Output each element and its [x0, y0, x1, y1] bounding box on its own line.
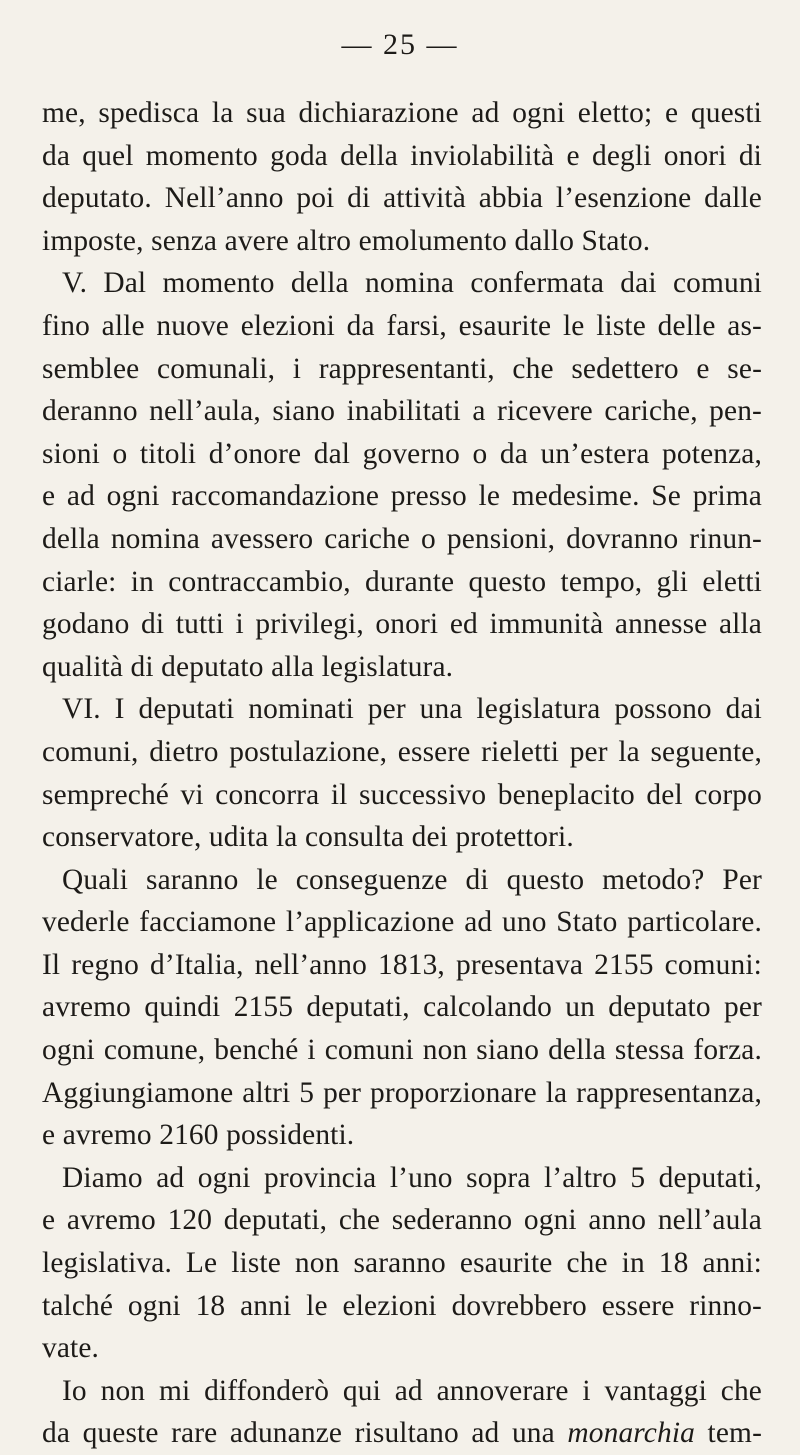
- text-line: e ad ogni raccomandazione presso le medesime. Se prima: [42, 480, 762, 513]
- text-fragment: tem-: [695, 1417, 763, 1450]
- text-line: da quel momento goda della inviolabilità e degli onori di: [42, 139, 762, 172]
- paragraph-v-start: V. Dal momento della nomina confermata dai comuni: [62, 267, 762, 300]
- text-line: godano di tutti i privilegi, onori ed immunità annesse alla: [42, 608, 762, 641]
- text-fragment: da queste rare adunanze risultano ad una: [42, 1417, 568, 1450]
- text-line: ogni comune, benché i comuni non siano della stessa forza.: [42, 1034, 762, 1067]
- text-line: me, spedisca la sua dichiarazione ad ogni eletto; e questi: [42, 97, 762, 129]
- text-line: legislativa. Le liste non saranno esaurite che in 18 anni:: [42, 1247, 762, 1280]
- text-line: deputato. Nell’anno poi di attività abbia l’esenzione dalle: [42, 182, 762, 215]
- text-line: deranno nell’aula, siano inabilitati a ricevere cariche, pen-: [42, 395, 762, 428]
- text-line: talché ogni 18 anni le elezioni dovrebbero essere rinno-: [42, 1289, 762, 1322]
- text-line: sempreché vi concorra il successivo beneplacito del corpo: [42, 778, 762, 811]
- paragraph-vi-start: VI. I deputati nominati per una legislatura possono dai: [62, 693, 762, 726]
- text-line: qualità di deputato alla legislatura.: [42, 650, 454, 683]
- text-line: ciarle: in contraccambio, durante questo tempo, gli eletti: [42, 565, 762, 598]
- text-line: comuni, dietro postulazione, essere rieletti per la seguente,: [42, 735, 762, 768]
- text-line: vederle facciamone l’applicazione ad uno Stato particolare.: [42, 906, 762, 939]
- text-line: fino alle nuove elezioni da farsi, esaurite le liste delle as-: [42, 309, 762, 342]
- text-line: avremo quindi 2155 deputati, calcolando un deputato per: [42, 991, 762, 1024]
- paragraph-quali-start: Quali saranno le conseguenze di questo metodo? Per: [62, 863, 762, 896]
- text-line: imposte, senza avere altro emolumento dallo Stato.: [42, 224, 651, 257]
- paragraph-io-start: Io non mi diffonderò qui ad annoverare i vantaggi che: [62, 1374, 762, 1407]
- text-line: Il regno d’Italia, nell’anno 1813, presentava 2155 comuni:: [42, 948, 762, 981]
- paragraph-diamo-start: Diamo ad ogni provincia l’uno sopra l’altro 5 deputati,: [62, 1161, 762, 1194]
- text-line: sioni o titoli d’onore dal governo o da un’estera potenza,: [42, 437, 762, 470]
- text-line: Aggiungiamone altri 5 per proporzionare la rappresentanza,: [42, 1076, 762, 1109]
- text-line: conservatore, udita la consulta dei protettori.: [42, 821, 574, 854]
- text-line-with-italic: [42, 1412, 762, 1455]
- text-line: della nomina avessero cariche o pensioni, dovranno rinun-: [42, 522, 762, 555]
- page-number: — 25 —: [341, 28, 459, 61]
- text-line: e avremo 120 deputati, che sederanno ogni anno nell’aula: [42, 1204, 762, 1237]
- text-line: e avremo 2160 possidenti.: [42, 1119, 355, 1152]
- text-line: semblee comunali, i rappresentanti, che sedettero e se-: [42, 352, 762, 385]
- italic-word: monarchia: [567, 1417, 695, 1450]
- body-text: [42, 92, 762, 1455]
- text-line: vate.: [42, 1332, 100, 1365]
